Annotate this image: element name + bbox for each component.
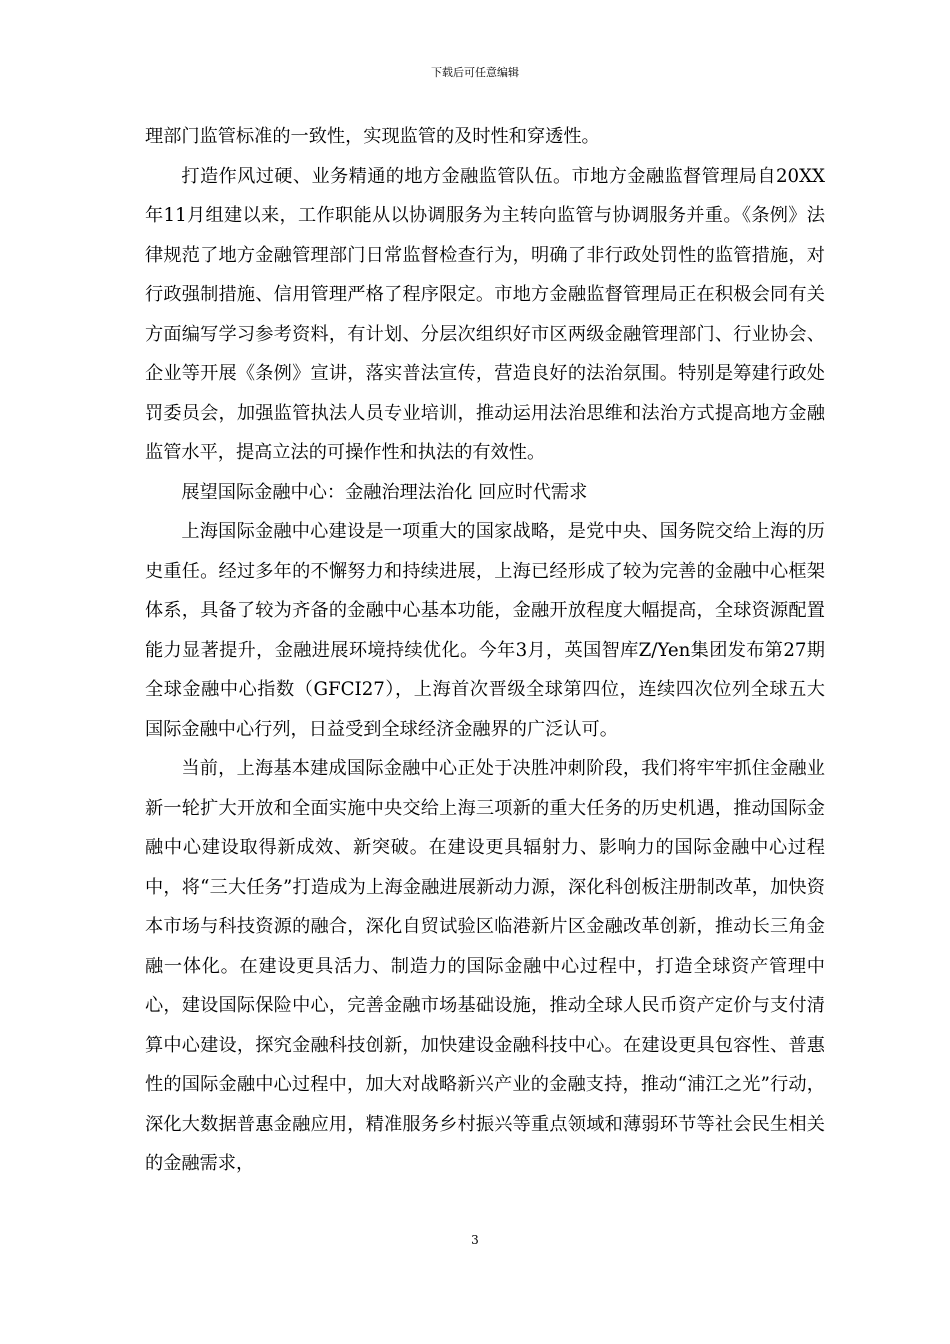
document-body [145, 117, 825, 1184]
page-header-note: 下载后可任意编辑 [431, 66, 519, 79]
section-heading: 展望国际金融中心：金融治理法治化 回应时代需求 [181, 481, 588, 503]
paragraph-current-stage: 当前，上海基本建成国际金融中心正处于决胜冲刺阶段，我们将牢牢抓住金融业新一轮扩大开放和全面实施中央交给上海三项新的重大任务的历史机遇，推动国际金融中心建设取得新成效、新突破。在建设更具辐射力、影响力的国际金融中心过程中，将“三大任务”打造成为上海金融进展新动力源，深化科创板注册制改革，加快资本市场与科技资源的融合，深化自贸试验区临港新片区金融改革创新，推动长三角金融一体化。在建设更具活力、制造力的国际金融中心过程中，打造全球资产管理中心，建设国际保险中心，完善金融市场基础设施，推动全球人民币资产定价与支付清算中心建设，探究金融科技创新，加快建设金融科技中心。在建设更具包容性、普惠性的国际金融中心过程中，加大对战略新兴产业的金融支持，推动“浦江之光”行动，深化大数据普惠金融应用，精准服务乡村振兴等重点领域和薄弱环节等社会民生相关的金融需求， [145, 758, 825, 1174]
page-number: 3 [471, 1233, 479, 1247]
paragraph-supervision-team: 打造作风过硬、业务精通的地方金融监管队伍。市地方金融监督管理局自20XX年11月组建以来，工作职能从以协调服务为主转向监管与协调服务并重。《条例》法律规范了地方金融管理部门日常监督检查行为，明确了非行政处罚性的监管措施，对行政强制措施、信用管理严格了程序限定。市地方金融监督管理局正在积极会同有关方面编写学习参考资料，有计划、分层次组织好市区两级金融管理部门、行业协会、企业等开展《条例》宣讲，落实普法宣传，营造良好的法治氛围。特别是筹建行政处罚委员会，加强监管执法人员专业培训，推动运用法治思维和法治方式提高地方金融监管水平，提高立法的可操作性和执法的有效性。 [145, 165, 825, 463]
paragraph-shanghai-financial-center: 上海国际金融中心建设是一项重大的国家战略，是党中央、国务院交给上海的历史重任。经过多年的不懈努力和持续进展，上海已经形成了较为完善的金融中心框架体系，具备了较为齐备的金融中心基本功能，金融开放程度大幅提高，全球资源配置能力显著提升，金融进展环境持续优化。今年3月，英国智库Z/Yen集团发布第27期全球金融中心指数（GFCI27），上海首次晋级全球第四位，连续四次位列全球五大国际金融中心行列，日益受到全球经济金融界的广泛认可。 [145, 521, 825, 740]
paragraph-continuation: 理部门监管标准的一致性，实现监管的及时性和穿透性。 [145, 126, 600, 147]
